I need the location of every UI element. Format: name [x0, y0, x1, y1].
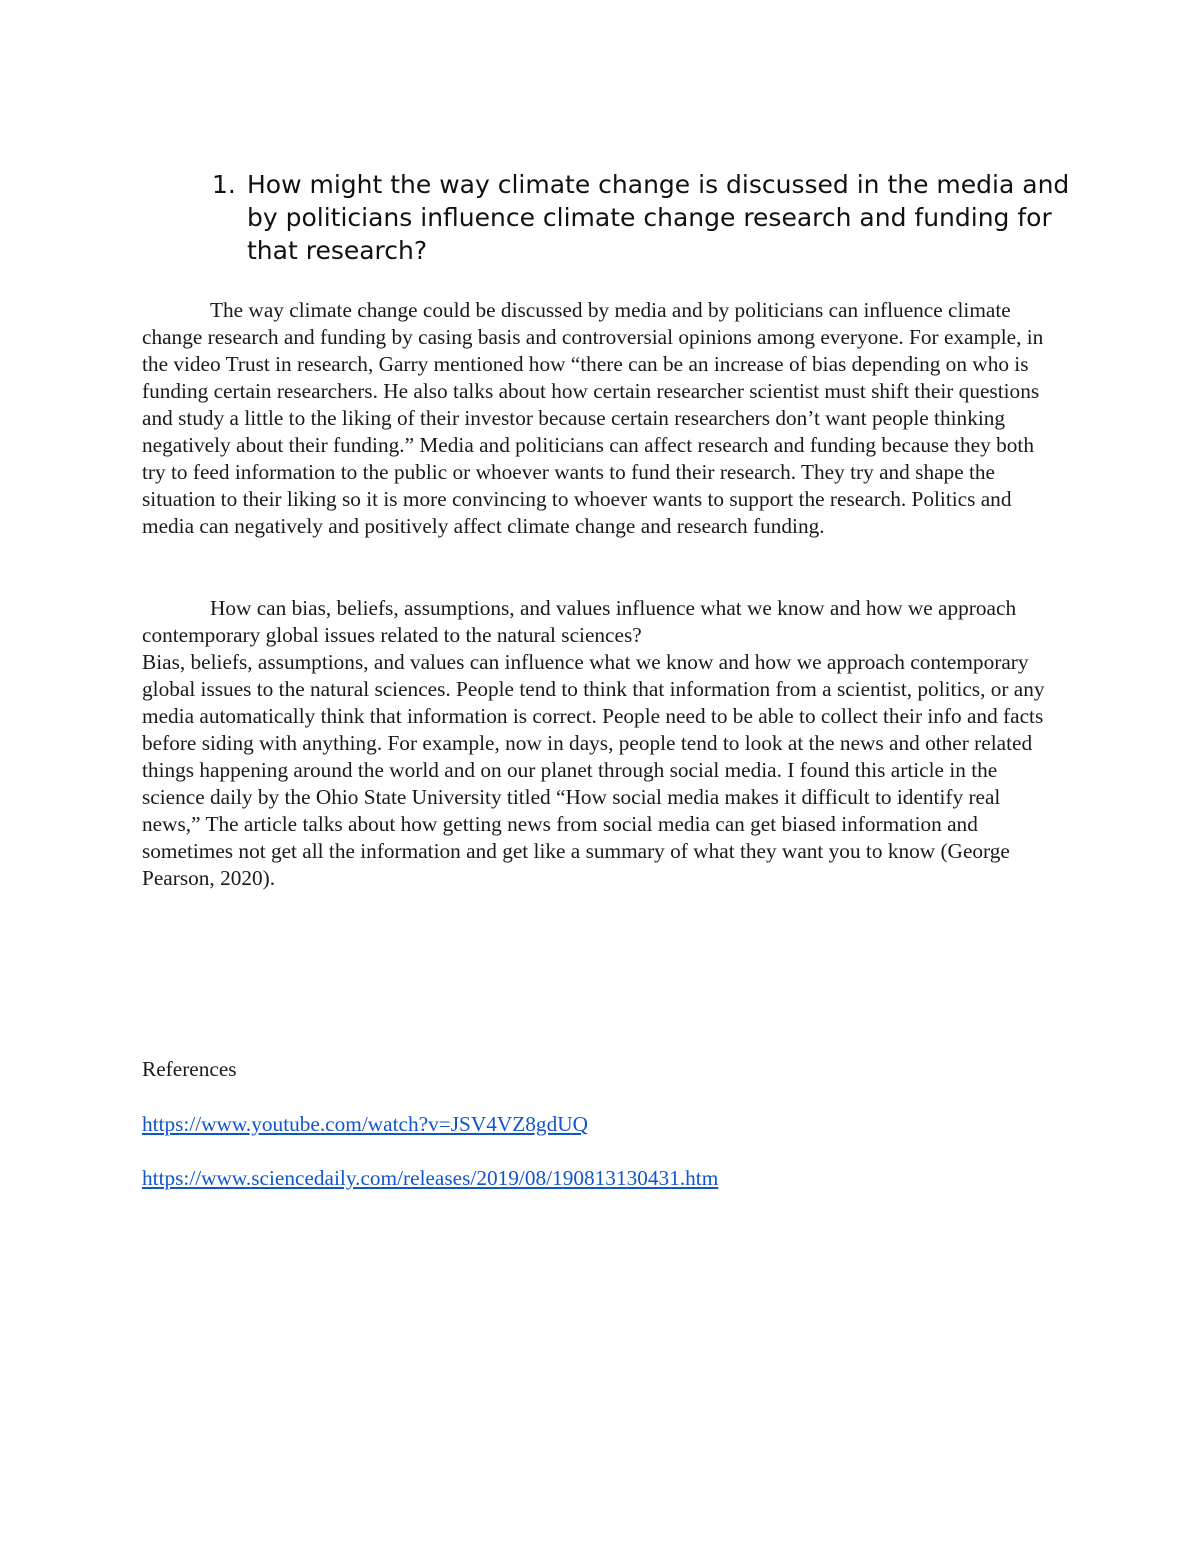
question-heading — [212, 168, 1072, 267]
reference-item — [142, 1165, 1062, 1192]
reference-item — [142, 1111, 1062, 1138]
paragraph-media-politicians: The way climate change could be discussed by media and by politicians can influence climate change research and funding by casing basis and controversial opinions among everyone. For example, in the video Trust in research, Garry mentioned how “there can be an increase of bias depending on who is funding certain researchers. He also talks about how certain researcher scientist must shift their questions and study a little to the liking of their investor because certain researchers don’t want people thinking negatively about their funding.” Media and politicians can affect research and funding because they both try to feed information to the public or whoever wants to fund their research. They try and shape the situation to their liking so it is more convincing to whoever wants to support the research. Politics and media can negatively and positively affect climate change and research funding. — [142, 298, 1044, 538]
reference-link-sciencedaily[interactable]: https://www.sciencedaily.com/releases/2019/08/190813130431.htm — [142, 1166, 719, 1190]
paragraph-bias-question: How can bias, beliefs, assumptions, and values influence what we know and how we approach contemporary global issues related to the natural sciences? — [142, 596, 1017, 647]
question-number: 1. — [212, 170, 236, 199]
paragraph-bias-answer: Bias, beliefs, assumptions, and values can influence what we know and how we approach contemporary global issues to the natural sciences. People tend to think that information from a scientist, politics, or any media automatically think that information is correct. People need to be able to collect their info and facts before siding with anything. For example, now in days, people tend to look at the news and other related things happening around the world and on our planet through social media. I found this article in the science daily by the Ohio State University titled “How social media makes it difficult to identify real news,” The article talks about how getting news from social media can get biased information and sometimes not get all the information and get like a summary of what they want you to know (George Pearson, 2020). — [142, 650, 1045, 890]
references-title: References — [142, 1057, 237, 1081]
reference-link-youtube[interactable]: https://www.youtube.com/watch?v=JSV4VZ8gdUQ — [142, 1112, 588, 1136]
question-text: How might the way climate change is discussed in the media and by politicians influence climate change research and funding for that research? — [247, 170, 1070, 265]
